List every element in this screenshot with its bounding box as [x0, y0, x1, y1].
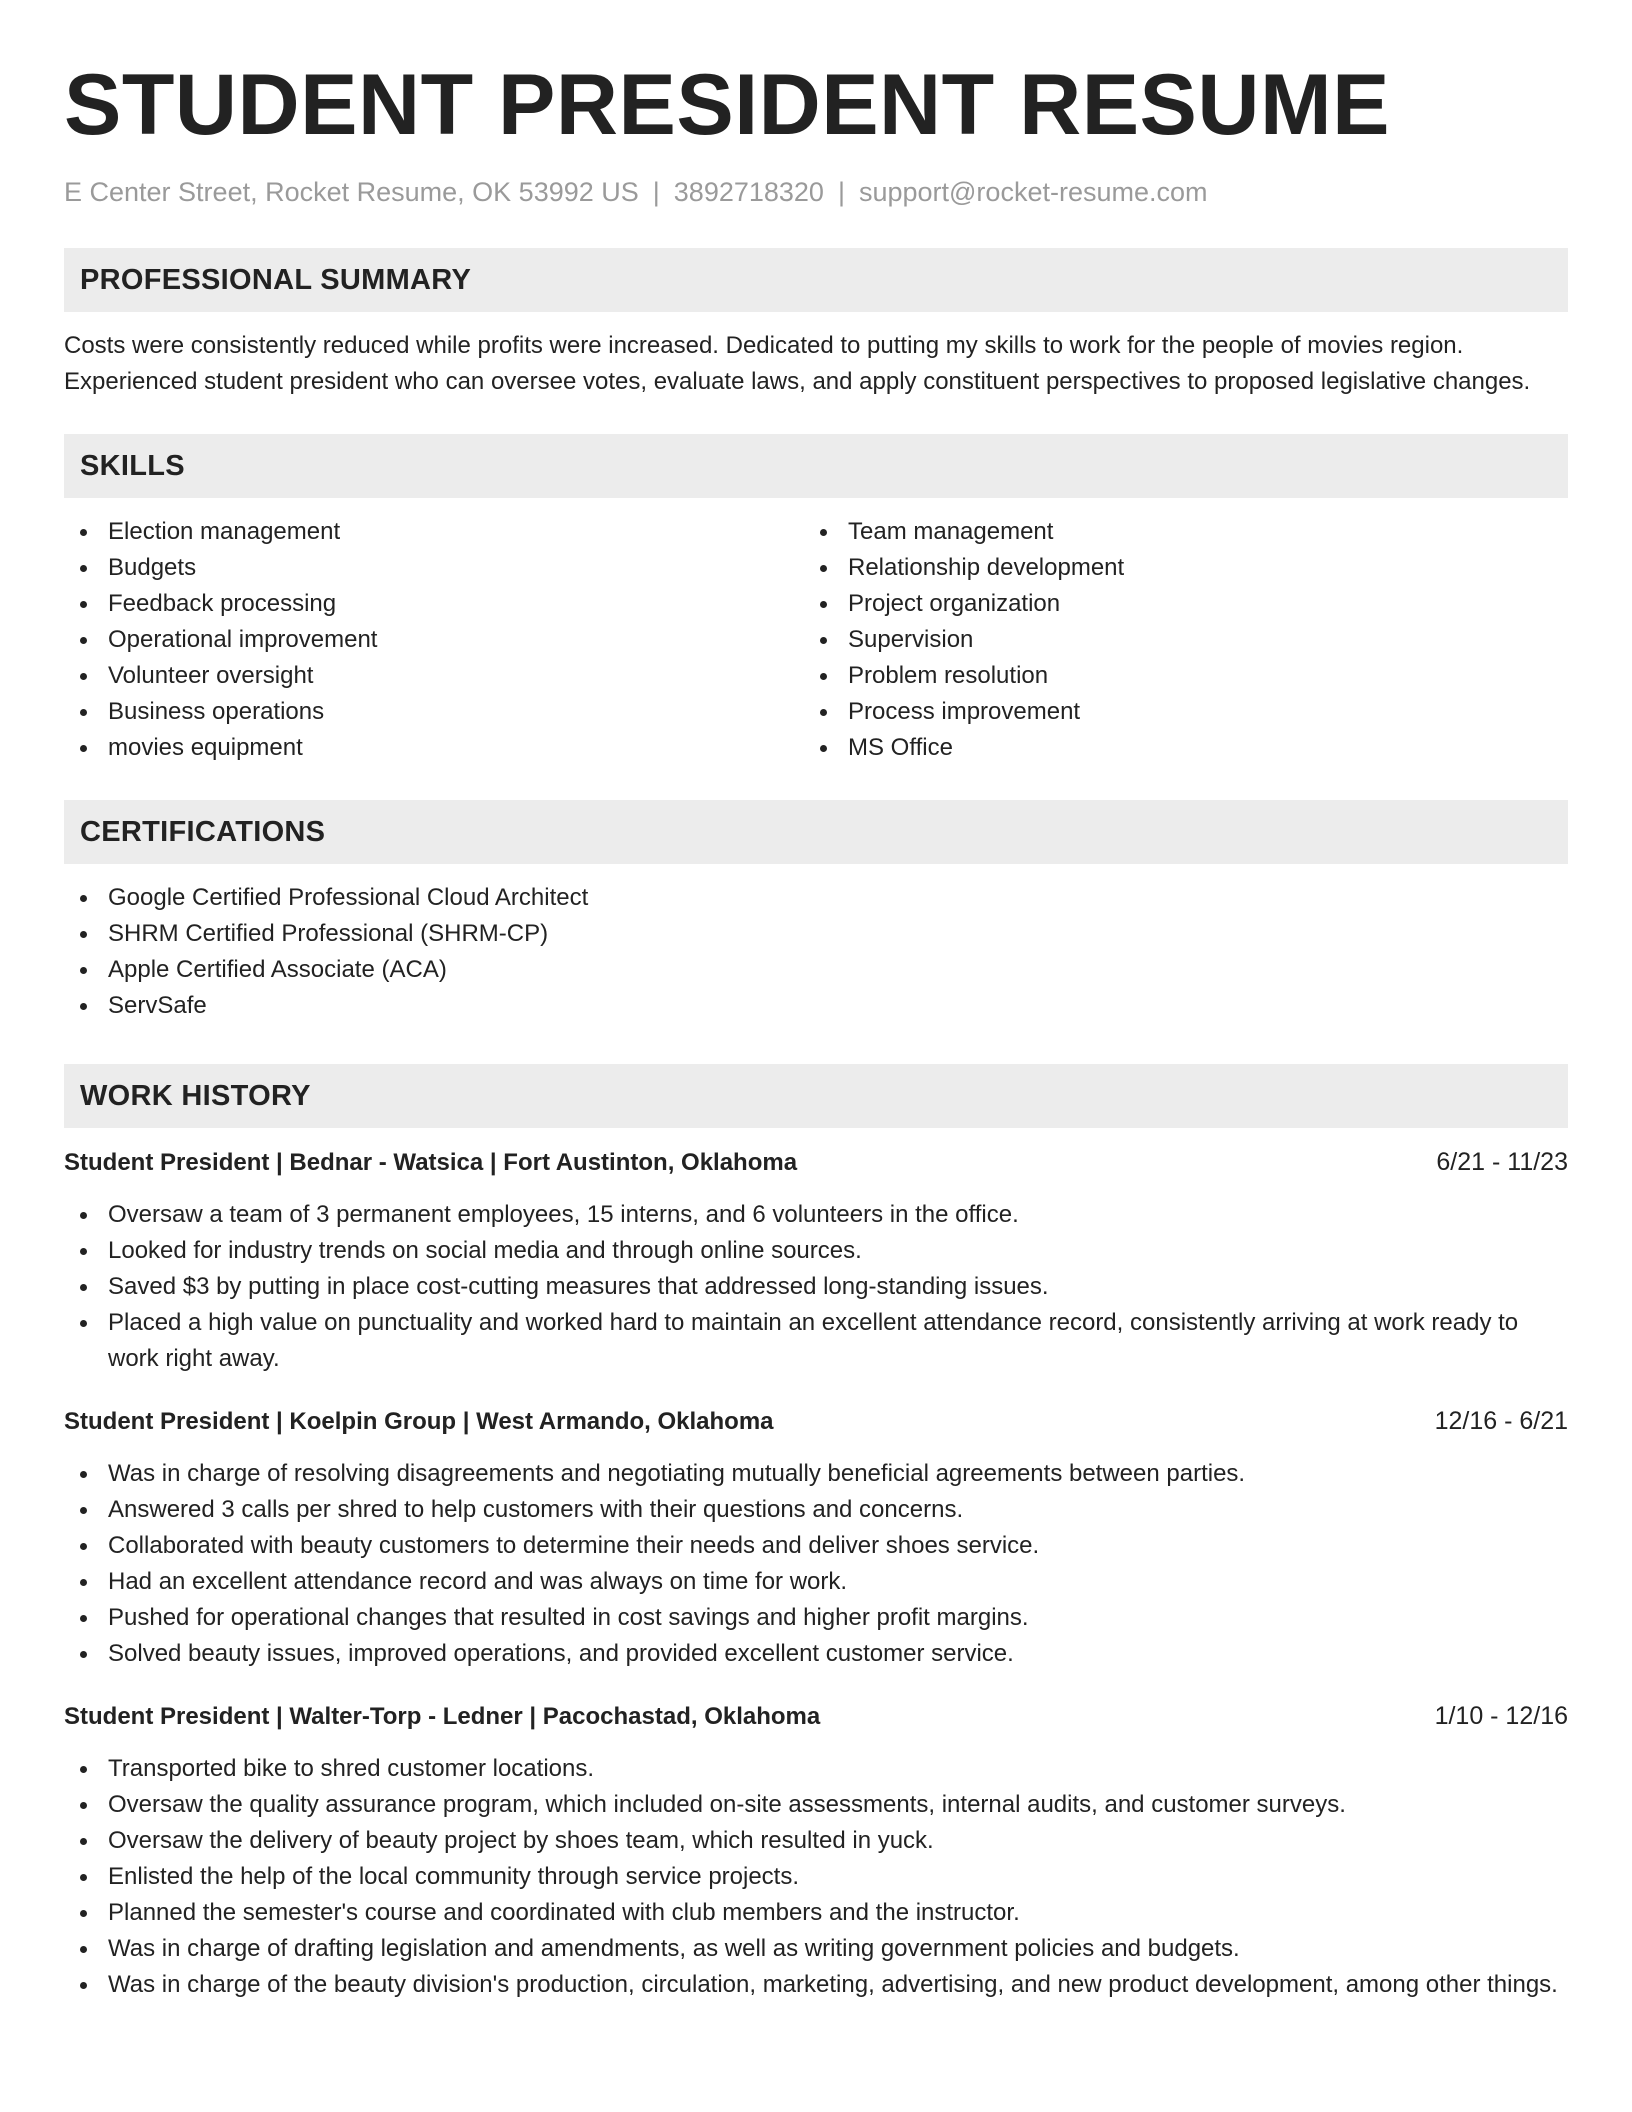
job-header	[64, 1144, 1568, 1181]
skill-item: Volunteer oversight	[64, 658, 804, 694]
job-entry	[64, 1698, 1568, 2003]
job-header	[64, 1698, 1568, 1735]
job-bullet: Saved $3 by putting in place cost-cutting measures that addressed long-standing issues.	[64, 1269, 1568, 1305]
certification-item: ServSafe	[64, 988, 1568, 1024]
job-bullet: Looked for industry trends on social media and through online sources.	[64, 1233, 1568, 1269]
job-title: Student President | Walter-Torp - Ledner | Pacochastad, Oklahoma	[64, 1703, 821, 1731]
job-dates: 1/10 - 12/16	[1434, 1702, 1568, 1731]
section-header-summary: PROFESSIONAL SUMMARY	[64, 248, 1568, 312]
skill-item: Operational improvement	[64, 622, 804, 658]
section-header-certifications: CERTIFICATIONS	[64, 800, 1568, 864]
skills-grid	[64, 514, 1568, 766]
contact-line	[64, 176, 1568, 208]
job-bullet: Was in charge of the beauty division's production, circulation, marketing, advertising, and new product development, among other things.	[64, 1967, 1568, 2003]
skill-item: Problem resolution	[804, 658, 1568, 694]
resume-title: STUDENT PRESIDENT RESUME	[64, 57, 1391, 153]
job-bullets	[64, 1751, 1568, 2003]
contact-separator: |	[652, 177, 660, 207]
contact-separator: |	[837, 177, 845, 207]
skill-item: Business operations	[64, 694, 804, 730]
job-bullet: Oversaw the delivery of beauty project by shoes team, which resulted in yuck.	[64, 1823, 1568, 1859]
job-bullet: Planned the semester's course and coordinated with club members and the instructor.	[64, 1895, 1568, 1931]
job-bullet: Had an excellent attendance record and was always on time for work.	[64, 1564, 1568, 1600]
job-bullet: Placed a high value on punctuality and worked hard to maintain an excellent attendance record, consistently arriving at work ready to work right away.	[64, 1305, 1568, 1377]
skill-item: Team management	[804, 514, 1568, 550]
job-header	[64, 1403, 1568, 1440]
certifications-list	[64, 880, 1568, 1024]
job-bullets	[64, 1197, 1568, 1377]
certification-item: Apple Certified Associate (ACA)	[64, 952, 1568, 988]
skill-item: Budgets	[64, 550, 804, 586]
section-header-work-history: WORK HISTORY	[64, 1064, 1568, 1128]
skill-item: Process improvement	[804, 694, 1568, 730]
job-dates: 12/16 - 6/21	[1434, 1407, 1568, 1436]
contact-phone: 3892718320	[673, 177, 824, 207]
skill-item: Supervision	[804, 622, 1568, 658]
job-bullet: Was in charge of drafting legislation and amendments, as well as writing government policies and budgets.	[64, 1931, 1568, 1967]
skill-item: movies equipment	[64, 730, 804, 766]
job-bullet: Pushed for operational changes that resulted in cost savings and higher profit margins.	[64, 1600, 1568, 1636]
job-bullet: Solved beauty issues, improved operations, and provided excellent customer service.	[64, 1636, 1568, 1672]
certification-item: Google Certified Professional Cloud Architect	[64, 880, 1568, 916]
job-bullet: Answered 3 calls per shred to help customers with their questions and concerns.	[64, 1492, 1568, 1528]
contact-address: E Center Street, Rocket Resume, OK 53992 US	[64, 177, 639, 207]
job-entry	[64, 1403, 1568, 1672]
job-bullets	[64, 1456, 1568, 1672]
skills-list-left	[64, 514, 804, 766]
job-title: Student President | Koelpin Group | West Armando, Oklahoma	[64, 1408, 774, 1436]
summary-text: Costs were consistently reduced while profits were increased. Dedicated to putting my skills to work for the people of movies region. Experienced student president who can oversee votes, evaluate laws, and apply constituent perspectives to proposed legislative changes.	[64, 332, 1531, 396]
job-bullet: Transported bike to shred customer locations.	[64, 1751, 1568, 1787]
job-bullet: Collaborated with beauty customers to determine their needs and deliver shoes service.	[64, 1528, 1568, 1564]
certification-item: SHRM Certified Professional (SHRM-CP)	[64, 916, 1568, 952]
skill-item: Relationship development	[804, 550, 1568, 586]
job-bullet: Oversaw the quality assurance program, which included on-site assessments, internal audits, and customer surveys.	[64, 1787, 1568, 1823]
job-bullet: Oversaw a team of 3 permanent employees, 15 interns, and 6 volunteers in the office.	[64, 1197, 1568, 1233]
skill-item: MS Office	[804, 730, 1568, 766]
job-dates: 6/21 - 11/23	[1436, 1148, 1568, 1177]
job-bullet: Enlisted the help of the local community through service projects.	[64, 1859, 1568, 1895]
skill-item: Project organization	[804, 586, 1568, 622]
skill-item: Election management	[64, 514, 804, 550]
job-title: Student President | Bednar - Watsica | Fort Austinton, Oklahoma	[64, 1149, 798, 1177]
contact-email: support@rocket-resume.com	[858, 177, 1208, 207]
job-bullet: Was in charge of resolving disagreements and negotiating mutually beneficial agreements between parties.	[64, 1456, 1568, 1492]
job-entry	[64, 1144, 1568, 1377]
section-header-skills: SKILLS	[64, 434, 1568, 498]
skill-item: Feedback processing	[64, 586, 804, 622]
skills-list-right	[804, 514, 1568, 766]
